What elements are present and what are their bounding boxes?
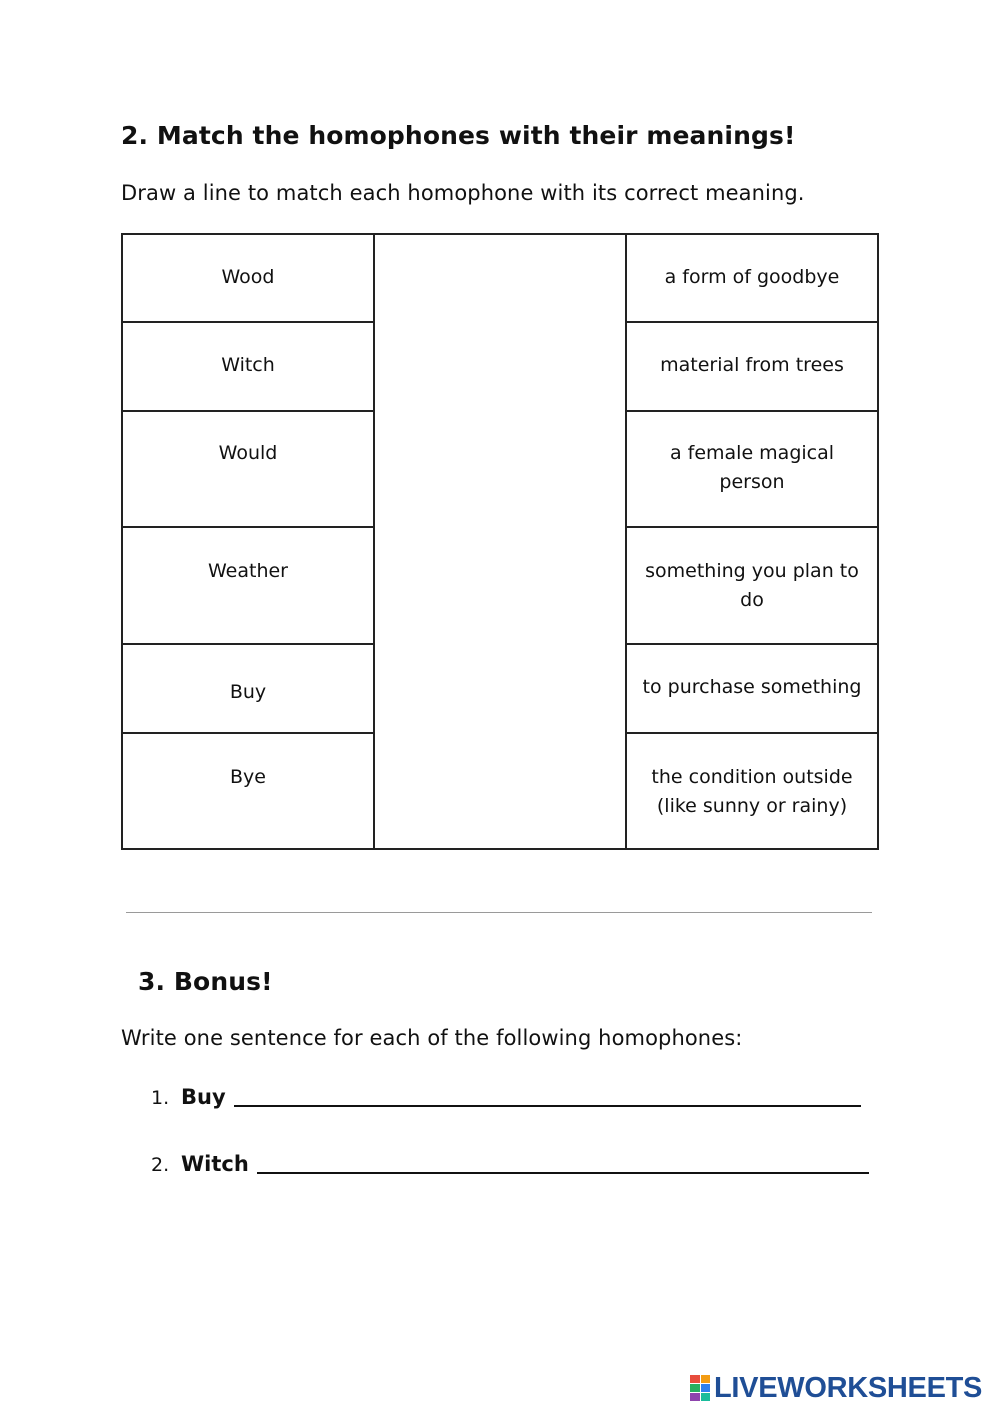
logo-text: LIVEWORKSHEETS [714,1371,983,1404]
logo-square [701,1375,711,1383]
meaning-cell[interactable]: material from trees [626,322,878,411]
section-2-instruction: Draw a line to match each homophone with its correct meaning. [121,181,805,205]
logo-square [690,1375,700,1383]
sentence-item [151,1144,869,1178]
section-3-title: 3. Bonus! [138,967,273,996]
meaning-cell[interactable]: the condition outside (like sunny or rainy) [626,733,878,849]
matching-area[interactable] [374,234,626,849]
meaning-cell[interactable]: a female magical person [626,411,878,527]
homophone-cell[interactable]: Buy [122,644,374,733]
homophone-cell[interactable]: Bye [122,733,374,849]
item-word: Witch [181,1152,249,1176]
sentence-answer-field[interactable] [234,1081,861,1107]
homophone-cell[interactable]: Weather [122,527,374,644]
logo-square [701,1384,711,1392]
homophone-cell[interactable]: Witch [122,322,374,411]
homophone-cell[interactable]: Would [122,411,374,527]
section-2-title: 2. Match the homophones with their meanings! [121,121,796,150]
homophone-cell[interactable]: Wood [122,234,374,322]
sentence-answer-field[interactable] [257,1148,869,1174]
item-number: 2. [151,1154,170,1176]
logo-square [701,1393,711,1401]
meaning-cell[interactable]: to purchase something [626,644,878,733]
logo-square [690,1384,700,1392]
matching-table [121,233,879,850]
liveworksheets-logo-icon [690,1375,710,1401]
logo-square [690,1393,700,1401]
section-3-instruction: Write one sentence for each of the following homophones: [121,1026,743,1050]
table-row [122,234,878,322]
section-divider [126,912,872,913]
item-number: 1. [151,1087,170,1109]
meaning-cell[interactable]: a form of goodbye [626,234,878,322]
item-word: Buy [181,1085,226,1109]
liveworksheets-logo [690,1372,982,1404]
meaning-cell[interactable]: something you plan to do [626,527,878,644]
sentence-item [151,1077,861,1111]
